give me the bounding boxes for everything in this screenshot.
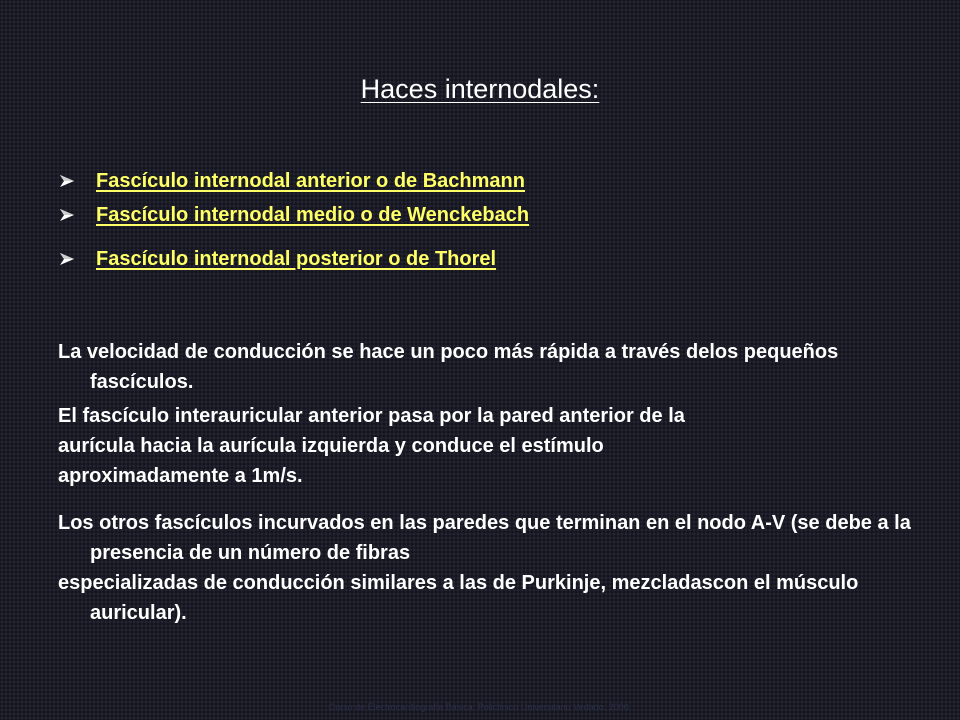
paragraph-other-fascicles xyxy=(58,508,918,628)
paragraph-line: El fascículo interauricular anterior pasa por la pared anterior de la xyxy=(58,405,685,427)
paragraph-line: aproximadamente a 1m/s. xyxy=(58,465,303,487)
paragraph-line: aurícula hacia la aurícula izquierda y conduce el estímulo xyxy=(58,435,604,457)
bullet-link-thorel[interactable]: Fascículo internodal posterior o de Thorel xyxy=(96,248,497,270)
footer-text: Curso de Electrocardiografía Básica. Policlínico Universitario Vedado. 2006. xyxy=(328,702,632,712)
paragraph-text: Los otros fascículos incurvados en las paredes que terminan en el nodo A-V (se debe a la presencia de un número de fibras xyxy=(58,512,911,564)
arrow-bullet-icon xyxy=(60,253,74,265)
list-item xyxy=(58,246,918,272)
bullet-link-bachmann[interactable]: Fascículo internodal anterior o de Bachmann xyxy=(96,170,525,192)
bullet-list xyxy=(58,168,918,272)
paragraph-text: especializadas de conducción similares a las de Purkinje, mezcladascon el músculo auricular). xyxy=(58,572,859,624)
paragraph-text: La velocidad de conducción se hace un poco más rápida a través delos pequeños fascículos. xyxy=(58,341,839,393)
list-item xyxy=(58,168,918,194)
list-item xyxy=(58,202,918,228)
arrow-bullet-icon xyxy=(60,209,74,221)
bullet-link-wenckebach[interactable]: Fascículo internodal medio o de Wenckebach xyxy=(96,204,530,226)
slide-title: Haces internodales: xyxy=(360,74,600,104)
arrow-bullet-icon xyxy=(60,175,74,187)
footer-credit xyxy=(0,702,960,712)
paragraph-interauricular xyxy=(58,401,918,491)
paragraph-velocity xyxy=(58,337,918,397)
